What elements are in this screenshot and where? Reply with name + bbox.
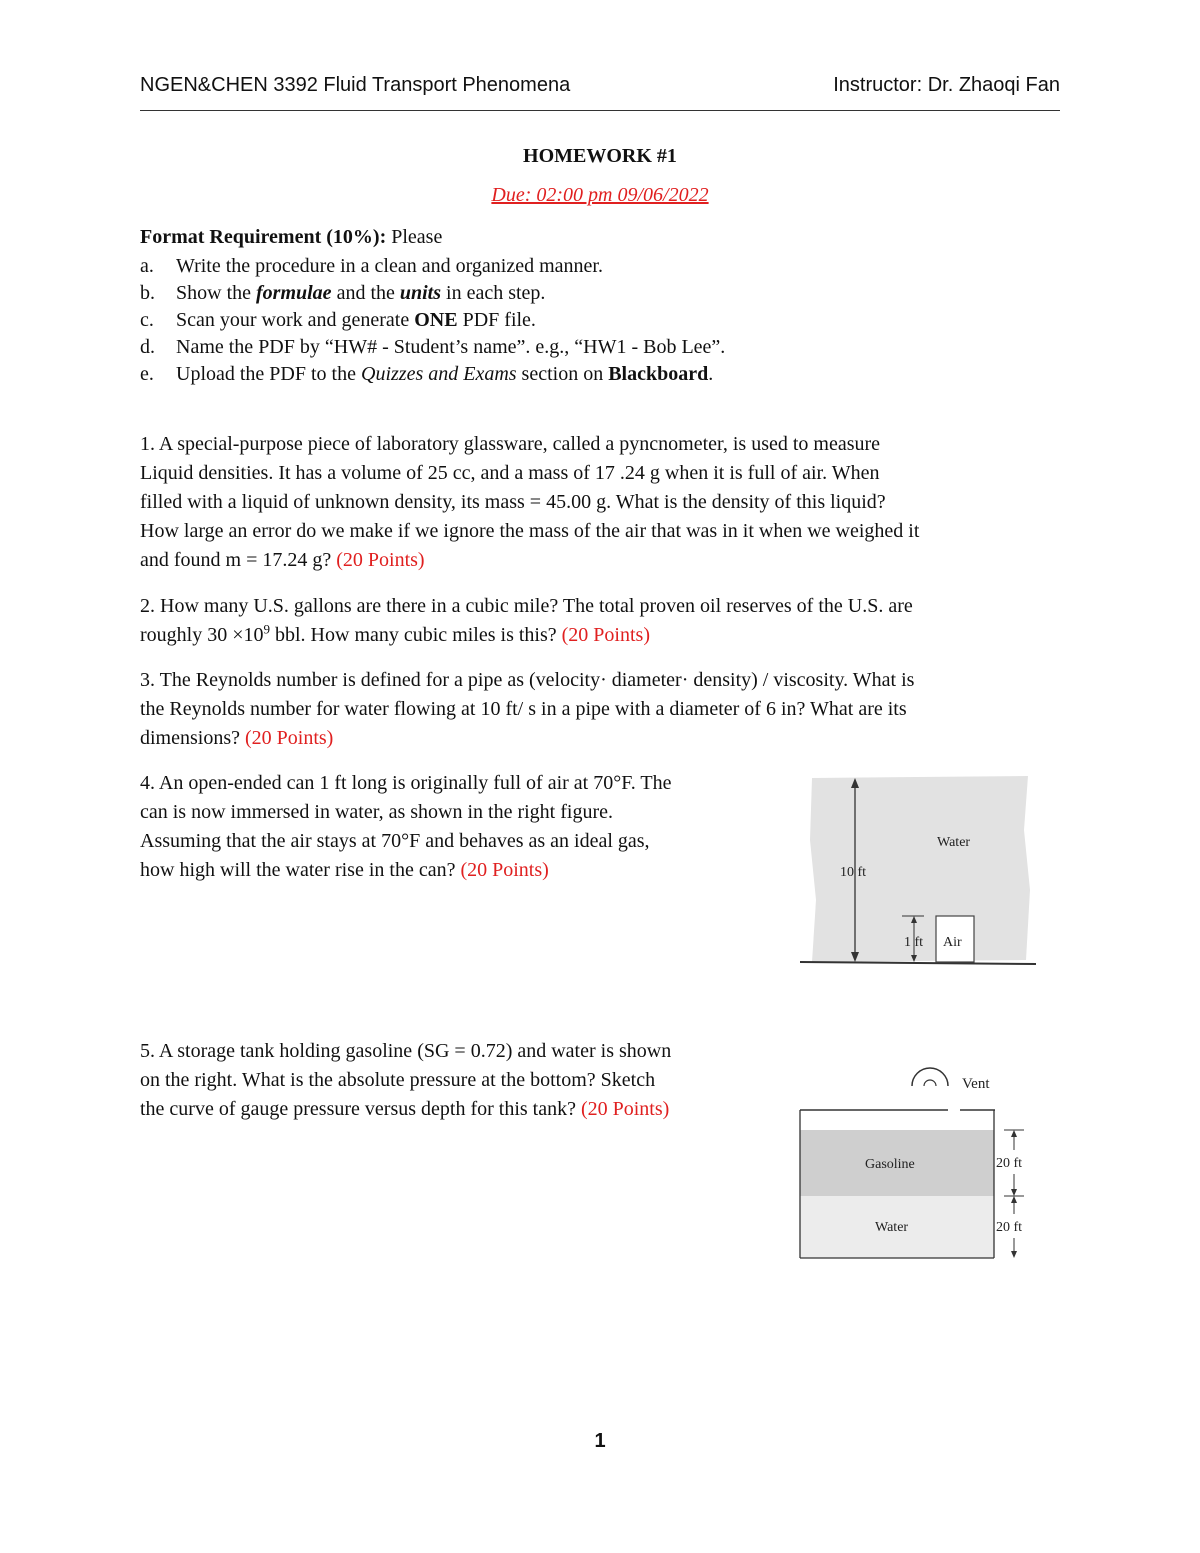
format-lead: Please bbox=[386, 226, 443, 248]
water-depth-label: 20 ft bbox=[996, 1220, 1023, 1235]
gasoline-label: Gasoline bbox=[865, 1157, 915, 1172]
gasoline-depth-label: 20 ft bbox=[996, 1156, 1023, 1171]
format-requirements bbox=[140, 223, 1040, 387]
due-date: Due: 02:00 pm 09/06/2022 bbox=[491, 184, 709, 206]
course-title: NGEN&CHEN 3392 Fluid Transport Phenomena bbox=[140, 74, 571, 96]
can-length-label: 1 ft bbox=[904, 935, 924, 950]
question-2: 2. How many U.S. gallons are there in a cubic mile? The total proven oil reserves of the U.S. are roughly $30 \times 10^9$ bbl. How many cubic miles is this? (20 Points) bbox=[140, 595, 913, 646]
format-item-a: a. Write the procedure in a clean and organized manner. bbox=[140, 255, 603, 277]
immersed-can-diagram bbox=[800, 770, 1040, 990]
homework-title: HOMEWORK #1 bbox=[523, 145, 677, 167]
q5-points: (20 Points) bbox=[580, 1098, 670, 1120]
storage-tank-diagram bbox=[790, 1058, 1040, 1268]
vent-label: Vent bbox=[962, 1076, 990, 1092]
format-item-e: e. Upload the PDF to the Quizzes and Exams section on Blackboard. bbox=[140, 363, 714, 385]
air-label: Air bbox=[943, 935, 962, 950]
q4-points: (20 Points) bbox=[460, 859, 549, 881]
format-item-b: b. Show the formulae and the units in each step. bbox=[140, 282, 546, 304]
q1-points: (20 Points) bbox=[336, 549, 425, 571]
tank-water-label: Water bbox=[875, 1220, 909, 1235]
header-divider bbox=[140, 110, 1060, 111]
page-header bbox=[140, 70, 1060, 104]
question-3: 3. The Reynolds number is defined for a pipe as (velocity· diameter· density) / viscosity. What is the Reynolds number for water flowing at 10 ft/ s in a pipe with a diameter of 6 in? What are its dimensions? (20 Points) bbox=[140, 669, 915, 749]
question-5: 5. A storage tank holding gasoline (SG = 0.72) and water is shown on the right. What is the absolute pressure at the bottom? Sketch the curve of gauge pressure versus depth for this tank? (20 Points) bbox=[140, 1040, 672, 1120]
format-item-d: d. Name the PDF by “HW# - Student’s name”. e.g., “HW1 - Bob Lee”. bbox=[140, 336, 726, 358]
q2-points: (20 Points) bbox=[561, 624, 650, 646]
format-label: Format Requirement (10%): bbox=[140, 226, 387, 248]
storage-tank-figure bbox=[790, 1058, 1040, 1268]
format-item-c: c. Scan your work and generate ONE PDF file. bbox=[140, 309, 536, 331]
immersed-can-figure bbox=[800, 770, 1040, 990]
instructor-name: Instructor: Dr. Zhaoqi Fan bbox=[833, 74, 1060, 96]
q3-points: (20 Points) bbox=[245, 727, 334, 749]
question-4: 4. An open-ended can 1 ft long is originally full of air at 70°F. The can is now immersed in water, as shown in the right figure. Assuming that the air stays at 70°F and behaves as an ideal gas, how high will the water rise in the can? (20 Points) bbox=[140, 772, 672, 881]
vent-icon bbox=[912, 1068, 948, 1086]
height-label: 10 ft bbox=[840, 865, 867, 880]
water-label: Water bbox=[937, 835, 971, 850]
page-number: 1 bbox=[594, 1430, 606, 1452]
question-1: 1. A special-purpose piece of laboratory glassware, called a pyncnometer, is used to measure Liquid densities. It has a volume of 25 cc, and a mass of 17 .24 g when it is full of air. When filled with a liquid of unknown density, its mass = 45.00 g. What is the density of this liquid? How large an error do we make if we ignore the mass of the air that was in it when we weighed it and found m = 17.24 g? (20 Points) bbox=[140, 433, 920, 571]
